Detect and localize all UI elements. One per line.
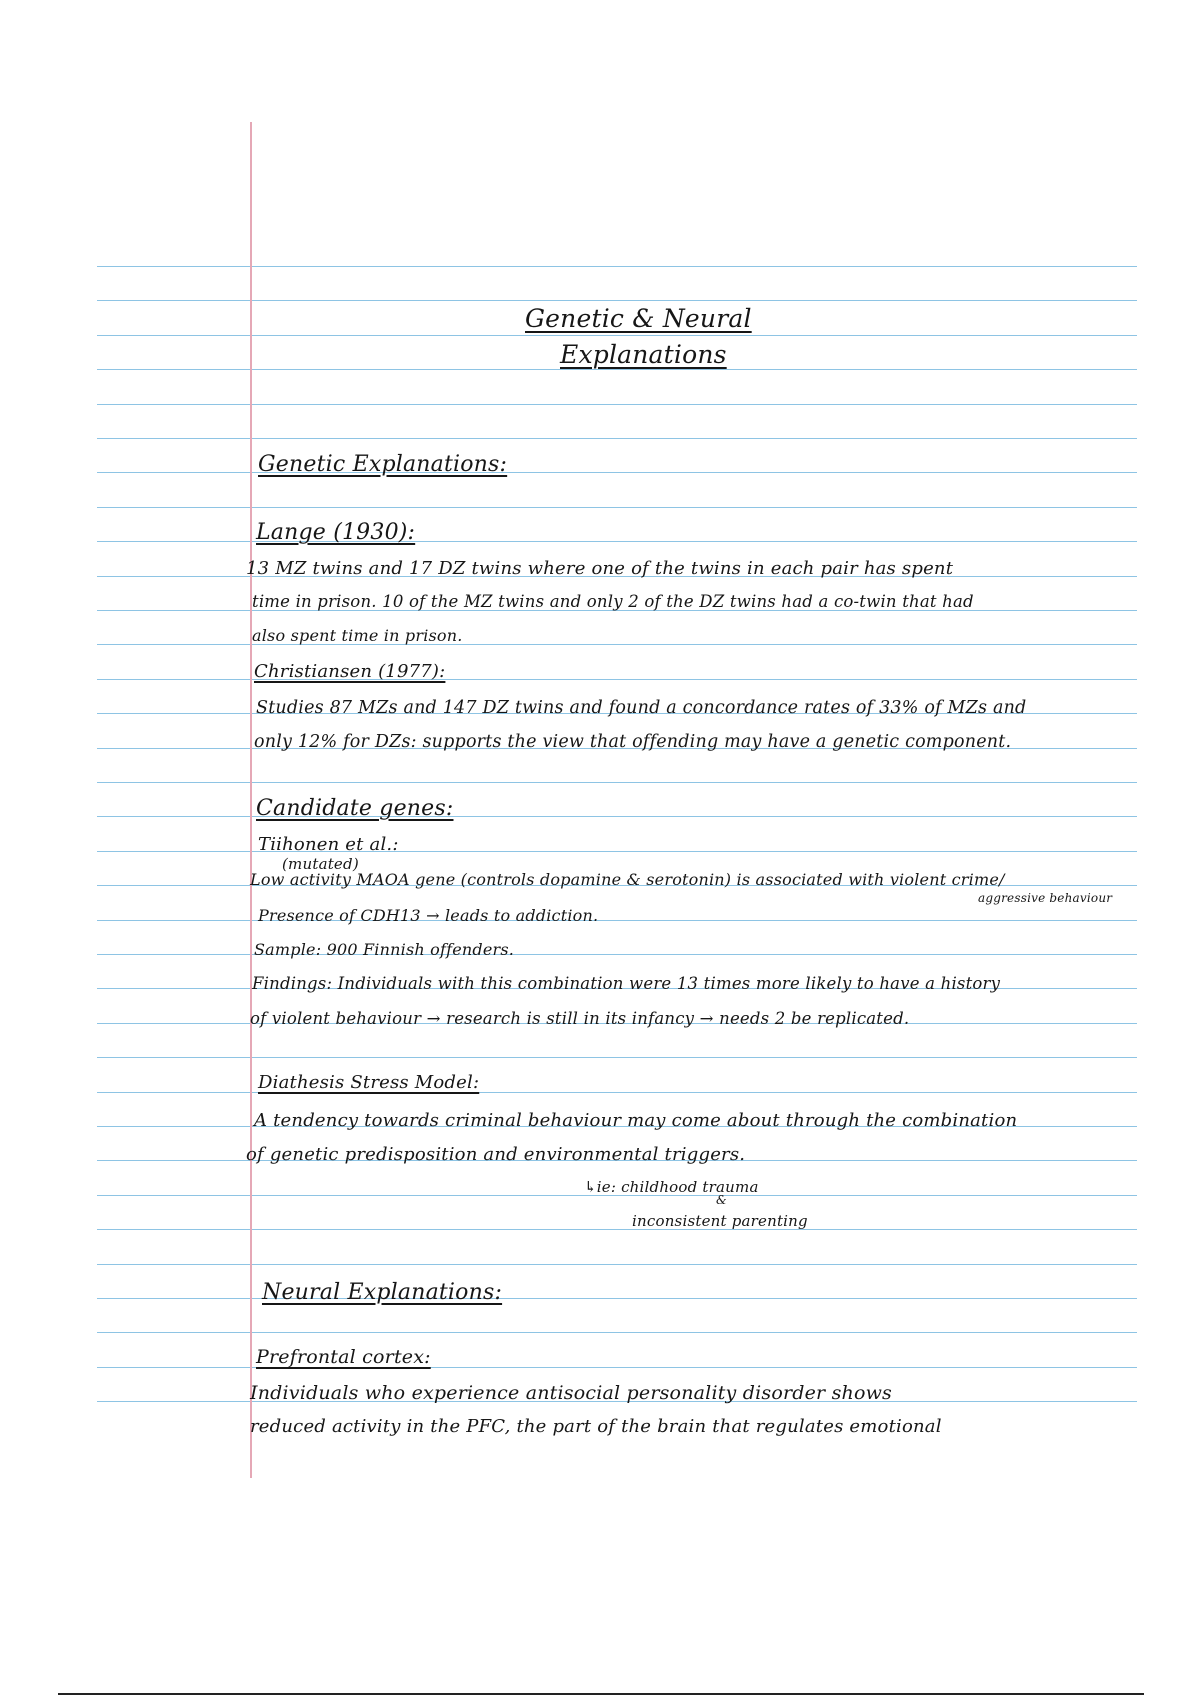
ruled-line — [97, 782, 1137, 783]
pfc-line-2: reduced activity in the PFC, the part of the brain that regulates emotional — [250, 1416, 942, 1437]
candidate-line-2: Presence of CDH13 → leads to addiction. — [258, 906, 599, 925]
ruled-line — [97, 920, 1137, 921]
ruled-line — [97, 404, 1137, 405]
ruled-line — [97, 1298, 1137, 1299]
diathesis-heading: Diathesis Stress Model: — [258, 1072, 480, 1093]
diathesis-example-2: inconsistent parenting — [632, 1212, 808, 1230]
candidate-line-4: Findings: Individuals with this combination were 13 times more likely to have a history — [252, 974, 1001, 993]
ruled-line — [97, 472, 1137, 473]
lange-line-3: also spent time in prison. — [252, 626, 463, 645]
ruled-line — [97, 507, 1137, 508]
margin-line — [250, 122, 252, 1478]
page-bottom-border — [58, 1693, 1144, 1695]
ruled-line — [97, 1367, 1137, 1368]
ruled-line — [97, 1057, 1137, 1058]
diathesis-example-1: ↳ie: childhood trauma — [584, 1178, 759, 1196]
section-heading-neural: Neural Explanations: — [262, 1280, 503, 1305]
ruled-line — [97, 266, 1137, 267]
diathesis-line-2: of genetic predisposition and environmental triggers. — [246, 1144, 746, 1165]
ruled-line — [97, 541, 1137, 542]
pfc-heading: Prefrontal cortex: — [256, 1346, 431, 1368]
section-heading-genetic: Genetic Explanations: — [258, 452, 508, 477]
christiansen-line-2: only 12% for DZs: supports the view that offending may have a genetic component. — [254, 732, 1012, 752]
tiihonen-study: Tiihonen et al.: — [258, 834, 399, 855]
ruled-line — [97, 300, 1137, 301]
ruled-line — [97, 335, 1137, 336]
ruled-line — [97, 1264, 1137, 1265]
page-title-line1: Genetic & Neural — [525, 304, 752, 333]
christiansen-heading: Christiansen (1977): — [254, 661, 446, 682]
lange-line-1: 13 MZ twins and 17 DZ twins where one of the twins in each pair has spent — [246, 558, 954, 579]
ruled-line — [97, 679, 1137, 680]
candidate-line-5: of violent behaviour → research is still in its infancy → needs 2 be replicated. — [250, 1009, 910, 1028]
ruled-line — [97, 1332, 1137, 1333]
ruled-line — [97, 369, 1137, 370]
diathesis-example-amp: & — [716, 1193, 727, 1207]
aggressive-behaviour-note: aggressive behaviour — [978, 891, 1113, 905]
lange-heading: Lange (1930): — [256, 520, 416, 545]
mutated-note: (mutated) — [282, 855, 359, 873]
ruled-line — [97, 954, 1137, 955]
diathesis-line-1: A tendency towards criminal behaviour may come about through the combination — [254, 1110, 1018, 1131]
candidate-genes-heading: Candidate genes: — [256, 796, 454, 821]
lange-line-2: time in prison. 10 of the MZ twins and only 2 of the DZ twins had a co-twin that had — [252, 592, 974, 611]
pfc-line-1: Individuals who experience antisocial personality disorder shows — [250, 1382, 893, 1404]
ruled-line — [97, 816, 1137, 817]
christiansen-line-1: Studies 87 MZs and 147 DZ twins and found a concordance rates of 33% of MZs and — [256, 698, 1027, 718]
candidate-line-1: Low activity MAOA gene (controls dopamine & serotonin) is associated with violent crime/ — [250, 870, 1005, 889]
ruled-line — [97, 1092, 1137, 1093]
ruled-line — [97, 851, 1137, 852]
ruled-line — [97, 1229, 1137, 1230]
candidate-line-3: Sample: 900 Finnish offenders. — [254, 940, 515, 959]
page-title-line2: Explanations — [560, 340, 727, 369]
ruled-line — [97, 438, 1137, 439]
